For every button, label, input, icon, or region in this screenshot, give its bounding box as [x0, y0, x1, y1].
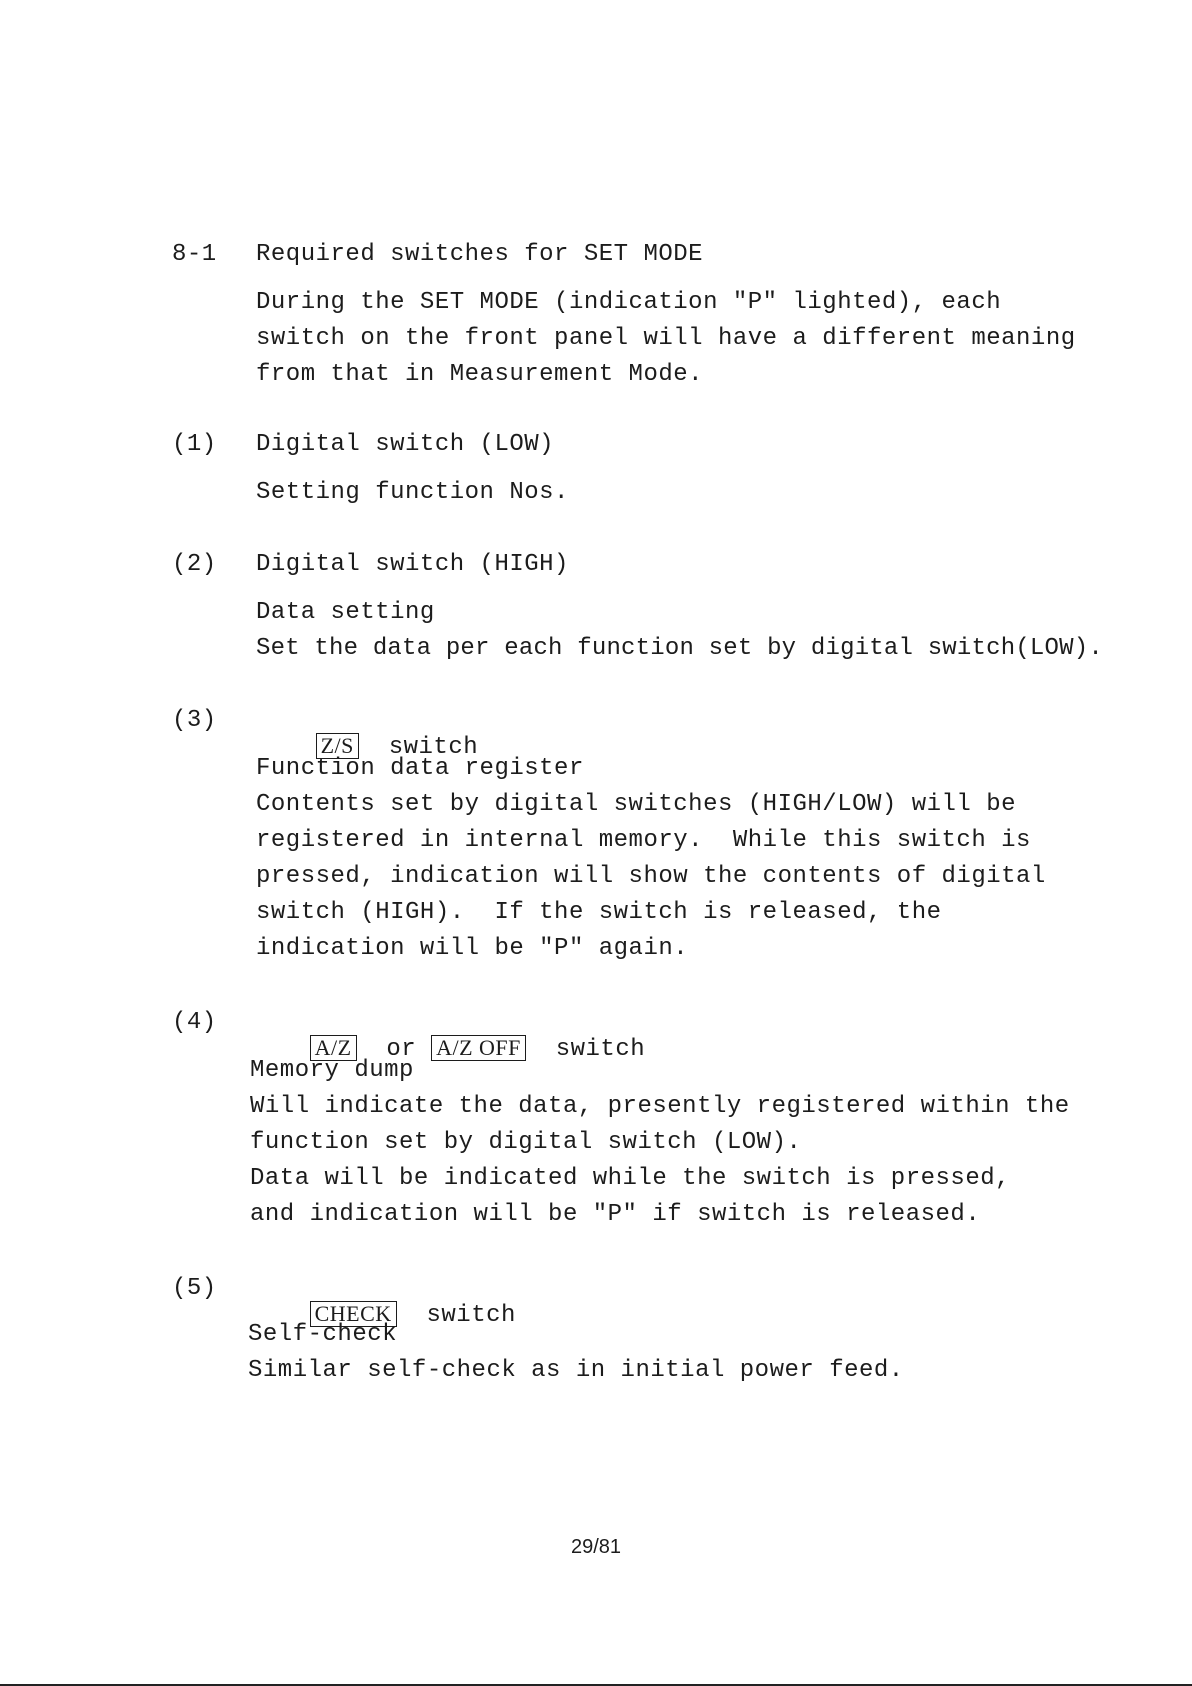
item-line: Will indicate the data, presently registered within the — [250, 1093, 1070, 1120]
intro-line: During the SET MODE (indication "P" lighted), each — [256, 289, 1002, 316]
az-key-label: A/Z — [310, 1035, 357, 1061]
item-line: Data will be indicated while the switch is pressed, — [250, 1165, 1011, 1192]
item-number: (3) — [172, 707, 217, 734]
connector-word: or — [386, 1036, 417, 1063]
item-line: Setting function Nos. — [256, 479, 569, 506]
item-line: function set by digital switch (LOW). — [250, 1129, 802, 1156]
item-line: Similar self-check as in initial power feed. — [248, 1357, 904, 1384]
item-line: Self-check — [248, 1321, 398, 1348]
heading-suffix: switch — [426, 1302, 516, 1329]
item-number: (2) — [172, 551, 217, 578]
item-line: pressed, indication will show the contents of digital — [256, 863, 1046, 890]
zs-key-label: Z/S — [316, 733, 359, 759]
item-number: (5) — [172, 1275, 217, 1302]
check-key-label: CHECK — [310, 1301, 397, 1327]
item-heading: Digital switch (HIGH) — [256, 551, 569, 578]
heading-suffix: switch — [388, 734, 479, 761]
item-line: switch (HIGH). If the switch is released, the — [256, 899, 942, 926]
heading-suffix: switch — [555, 1036, 646, 1063]
section-title: Required switches for SET MODE — [256, 241, 704, 268]
item-line: Data setting — [256, 599, 435, 626]
section-number: 8-1 — [172, 241, 217, 268]
page-number: 29/81 — [570, 1536, 622, 1558]
item-line: Set the data per each function set by digital switch(LOW). — [256, 635, 1103, 662]
item-line: registered in internal memory. While this switch is — [256, 827, 1031, 854]
item-line: Function data register — [256, 755, 584, 782]
item-line: Memory dump — [250, 1057, 414, 1084]
intro-line: switch on the front panel will have a different meaning — [256, 325, 1076, 352]
item-line: and indication will be "P" if switch is released. — [250, 1201, 981, 1228]
item-line: Contents set by digital switches (HIGH/LOW) will be — [256, 791, 1017, 818]
item-number: (1) — [172, 431, 217, 458]
intro-line: from that in Measurement Mode. — [256, 361, 704, 388]
item-number: (4) — [172, 1009, 217, 1036]
item-heading: Digital switch (LOW) — [256, 431, 555, 458]
item-line: indication will be "P" again. — [256, 935, 689, 962]
az-off-key-label: A/Z OFF — [431, 1035, 526, 1061]
